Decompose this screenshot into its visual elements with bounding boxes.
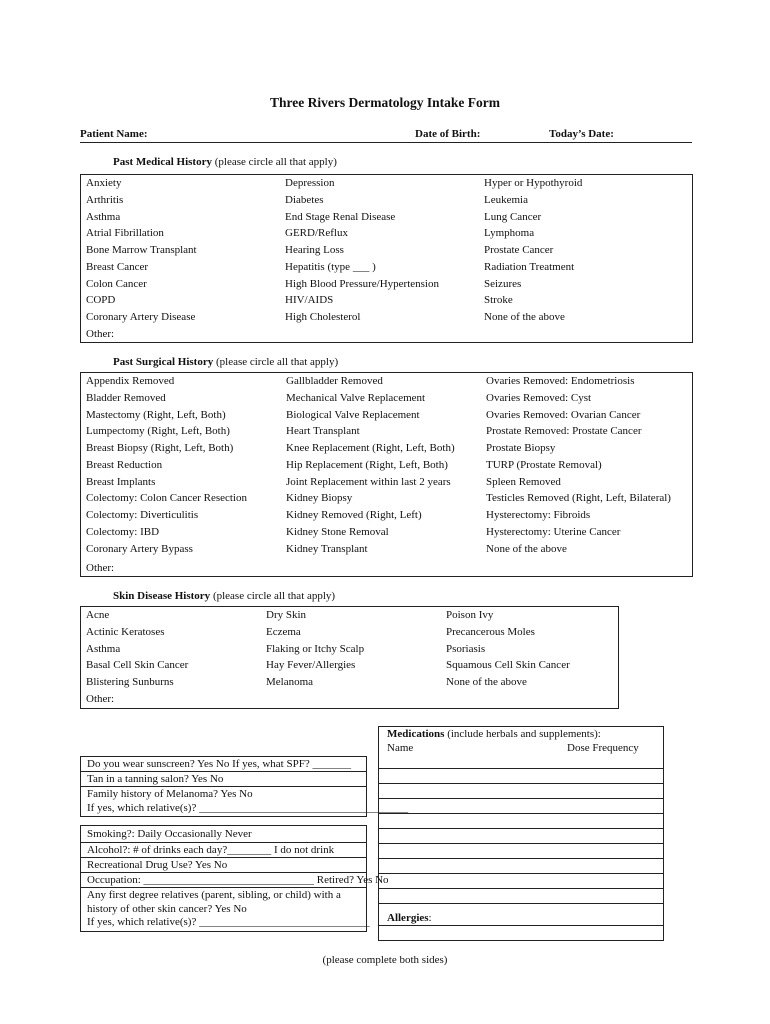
surgical-history-item: Hysterectomy: Uterine Cancer (486, 525, 621, 538)
medical-history-item: Breast Cancer (86, 260, 148, 273)
surgical-history-item: Biological Valve Replacement (286, 408, 420, 421)
surgical-history-item: Kidney Removed (Right, Left) (286, 509, 422, 521)
melanoma-family-question: Family history of Melanoma? Yes No (87, 788, 253, 800)
surgical-other: Other: (86, 562, 115, 574)
surgical-col-3 (486, 373, 671, 557)
skin-history-item: Basal Cell Skin Cancer (86, 659, 189, 672)
medications-box (378, 726, 664, 941)
surgical-history-item: Kidney Biopsy (286, 492, 353, 505)
surgical-history-note: (please circle all that apply) (213, 356, 339, 368)
social-history-box (80, 825, 389, 932)
skin-history-item: Asthma (86, 642, 121, 655)
surgical-history-item: Mastectomy (Right, Left, Both) (86, 408, 226, 421)
alcohol-question: Alcohol?: # of drinks each day?________ I do not drink (87, 844, 335, 856)
surgical-history-item: Ovaries Removed: Cyst (486, 391, 592, 404)
page-title: Three Rivers Dermatology Intake Form (270, 95, 500, 110)
medical-history-title: Past Medical History (113, 156, 212, 168)
occupation-question: Occupation: _______________________________ Retired? Yes No (87, 874, 389, 886)
surgical-history-item: Mechanical Valve Replacement (286, 391, 426, 404)
sun-exposure-box (80, 756, 409, 817)
medications-heading (387, 728, 601, 740)
allergies-label (387, 912, 432, 924)
surgical-history-item: Ovaries Removed: Endometriosis (486, 375, 635, 387)
medical-history-item: Radiation Treatment (484, 260, 575, 273)
surgical-history-box (80, 372, 693, 577)
surgical-history-item: Ovaries Removed: Ovarian Cancer (486, 408, 641, 421)
surgical-history-title: Past Surgical History (113, 356, 214, 368)
medical-history-item: Colon Cancer (86, 277, 147, 290)
skin-history-item: Blistering Sunburns (86, 676, 174, 688)
medical-history-item: Lung Cancer (484, 210, 542, 223)
medical-history-heading (113, 156, 337, 168)
relatives-question-line1: Any first degree relatives (parent, sibling, or child) with a (87, 889, 341, 901)
relatives-question-line3: If yes, which relative(s)? _______________________________ (87, 916, 370, 928)
medical-history-item: GERD/Reflux (285, 227, 348, 240)
skin-history-item: Dry Skin (266, 609, 307, 621)
medical-history-item: Hyper or Hypothyroid (484, 177, 583, 189)
medical-history-box (80, 174, 693, 343)
surgical-col-2 (286, 373, 455, 557)
surgical-history-item: Gallbladder Removed (286, 375, 383, 387)
allergies-colon: : (428, 912, 432, 924)
medical-history-item: High Blood Pressure/Hypertension (285, 277, 439, 290)
smoking-question: Smoking?: Daily Occasionally Never (87, 828, 252, 840)
relatives-question-line2: history of other skin cancer? Yes No (87, 903, 247, 915)
surgical-history-item: Kidney Stone Removal (286, 525, 389, 538)
skin-col-2 (266, 607, 364, 691)
surgical-history-item: Joint Replacement within last 2 years (286, 475, 451, 488)
skin-history-item: Precancerous Moles (446, 625, 535, 638)
skin-history-box (80, 606, 619, 709)
surgical-history-item: Heart Transplant (286, 425, 360, 438)
skin-history-note: (please circle all that apply) (210, 590, 336, 602)
surgical-history-item: None of the above (486, 542, 567, 555)
skin-col-3 (446, 607, 570, 691)
surgical-col-1 (86, 373, 247, 557)
skin-col-1 (86, 607, 188, 708)
medical-history-item: End Stage Renal Disease (285, 210, 396, 223)
medical-col-1 (86, 175, 197, 343)
medical-history-item: Hearing Loss (285, 244, 344, 256)
medical-history-item: Lymphoma (484, 227, 535, 240)
skin-history-item: Hay Fever/Allergies (266, 659, 356, 672)
surgical-history-item: Prostate Removed: Prostate Cancer (486, 425, 642, 438)
dob-label: Date of Birth: (415, 128, 481, 140)
surgical-history-item: TURP (Prostate Removal) (486, 458, 602, 471)
medical-history-item: Coronary Artery Disease (86, 311, 196, 323)
medical-history-note: (please circle all that apply) (211, 156, 337, 168)
surgical-history-item: Kidney Transplant (286, 542, 368, 555)
surgical-history-item: Appendix Removed (86, 375, 175, 387)
medications-title: Medications (387, 728, 445, 740)
surgical-history-item: Coronary Artery Bypass (86, 542, 193, 555)
medical-history-item: Asthma (86, 210, 121, 223)
sunscreen-question: Do you wear sunscreen? Yes No If yes, what SPF? _______ (87, 758, 351, 770)
medical-history-item: Stroke (484, 294, 513, 307)
medical-history-item: None of the above (484, 311, 565, 323)
surgical-history-item: Lumpectomy (Right, Left, Both) (86, 425, 230, 438)
medication-dose-frequency-label: Dose Frequency (567, 742, 639, 754)
skin-history-item: Actinic Keratoses (86, 625, 165, 638)
allergies-title: Allergies (387, 912, 429, 924)
patient-header (80, 128, 692, 143)
medical-history-item: High Cholesterol (285, 311, 361, 323)
tanning-question: Tan in a tanning salon? Yes No (87, 773, 224, 785)
surgical-history-item: Testicles Removed (Right, Left, Bilateral) (486, 492, 671, 505)
melanoma-relative-question: If yes, which relative(s)? ______________________________________ (87, 802, 409, 814)
surgical-history-item: Prostate Biopsy (486, 442, 556, 454)
medical-history-item: COPD (86, 294, 116, 307)
skin-history-item: Squamous Cell Skin Cancer (446, 659, 570, 672)
medications-note: (include herbals and supplements): (444, 728, 601, 740)
medical-history-item: HIV/AIDS (285, 294, 334, 307)
drug-use-question: Recreational Drug Use? Yes No (87, 859, 228, 871)
surgical-history-item: Breast Reduction (86, 458, 163, 471)
skin-history-item: Poison Ivy (446, 609, 494, 621)
skin-history-item: Acne (86, 609, 110, 621)
surgical-history-item: Spleen Removed (486, 475, 561, 488)
medical-history-item: Anxiety (86, 177, 122, 189)
medical-history-item: Arthritis (86, 193, 124, 206)
skin-history-item: None of the above (446, 676, 527, 688)
medical-history-item: Depression (285, 177, 335, 189)
surgical-history-item: Hip Replacement (Right, Left, Both) (286, 458, 448, 471)
surgical-history-item: Colectomy: Diverticulitis (86, 509, 199, 521)
medical-history-item: Bone Marrow Transplant (86, 244, 197, 256)
surgical-history-item: Colectomy: Colon Cancer Resection (86, 492, 247, 505)
surgical-history-item: Knee Replacement (Right, Left, Both) (286, 442, 455, 454)
medical-history-item: Other: (86, 327, 115, 340)
medical-history-item: Atrial Fibrillation (86, 227, 164, 240)
skin-history-item: Flaking or Itchy Scalp (266, 642, 365, 655)
medical-history-item: Diabetes (285, 193, 324, 206)
medical-history-item: Prostate Cancer (484, 244, 554, 256)
skin-history-heading (113, 590, 335, 602)
medical-col-3 (484, 175, 582, 326)
surgical-history-heading (113, 356, 338, 368)
surgical-history-item: Breast Implants (86, 475, 156, 488)
medical-history-item: Seizures (484, 277, 522, 290)
footer-note: (please complete both sides) (322, 954, 448, 966)
medical-history-item: Leukemia (484, 193, 528, 206)
surgical-history-item: Breast Biopsy (Right, Left, Both) (86, 442, 234, 454)
medication-name-label: Name (387, 742, 414, 754)
medical-col-2 (285, 175, 439, 326)
skin-history-item: Melanoma (266, 676, 314, 688)
surgical-history-item: Colectomy: IBD (86, 525, 160, 538)
skin-history-item: Eczema (266, 625, 301, 638)
surgical-history-item: Bladder Removed (86, 391, 166, 404)
skin-history-item: Other: (86, 692, 115, 705)
skin-history-title: Skin Disease History (113, 590, 211, 602)
today-date-label: Today’s Date: (549, 128, 614, 140)
surgical-history-item: Hysterectomy: Fibroids (486, 509, 591, 521)
medical-history-item: Hepatitis (type ___ ) (285, 260, 376, 273)
patient-name-label: Patient Name: (80, 128, 148, 140)
skin-history-item: Psoriasis (446, 642, 486, 655)
